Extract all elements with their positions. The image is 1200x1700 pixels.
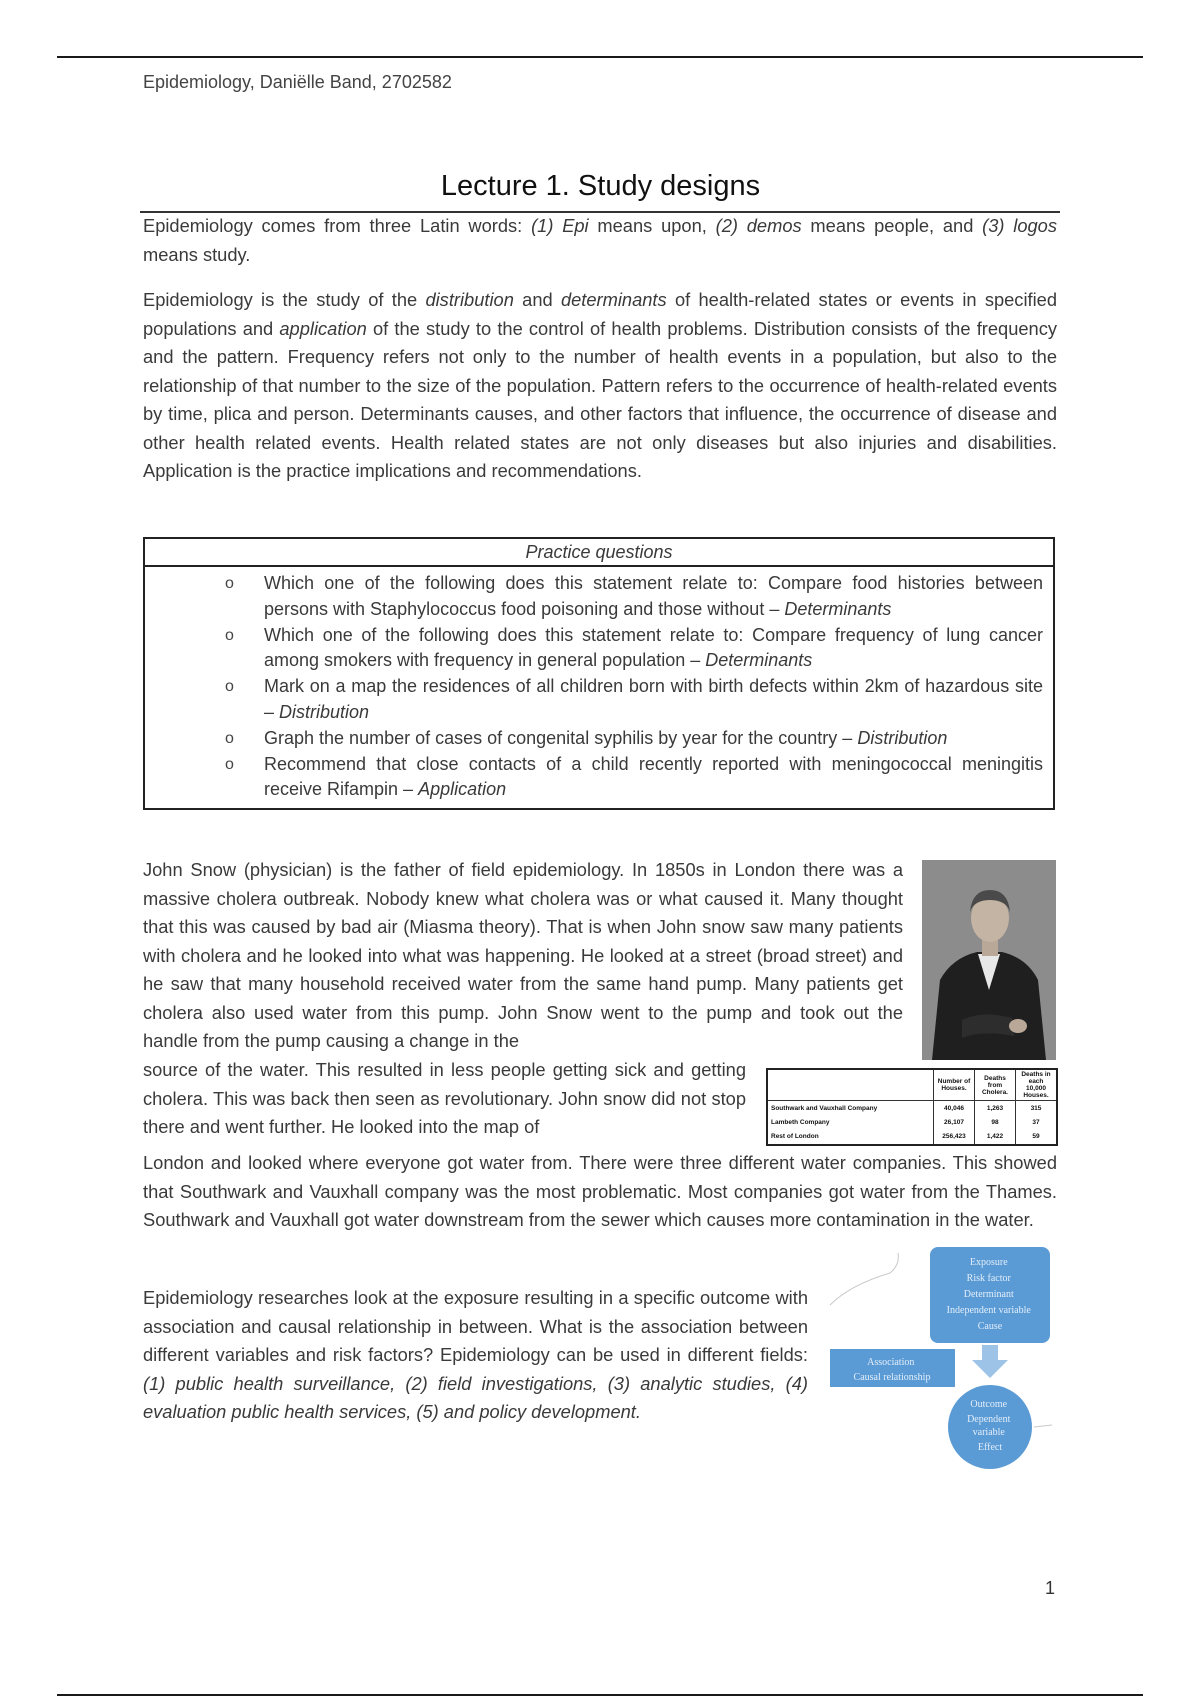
intro-paragraph-2: Epidemiology is the study of the distribution and determinants of health-related states or events in specified populations and application of the study to the control of health problems. Distribution consists of the frequency and the pattern. Frequency refers not only to the number of health events in a population, but also to the relationship of that number to the size of the population. Pattern refers to the occurrence of health-related events by time, plica and person. Determinants causes, and other factors that influence, the occurrence of disease and other health related events. Health related states are not only diseases but also injuries and disabilities. Application is the practice implications and recommendations.	[143, 289, 1057, 481]
column-header: Deaths in each 10,000 Houses.	[1016, 1070, 1057, 1101]
practice-question: o Which one of the following does this statement relate to: Compare frequency of lung cancer among smokers with frequency in general population – Determinants	[225, 624, 1043, 671]
company-name: Lambeth Company	[771, 1119, 830, 1127]
deaths-value: 98	[975, 1116, 1016, 1130]
water-company-table	[766, 1068, 1058, 1146]
portrait-illustration	[922, 860, 1056, 1060]
practice-questions-heading: Practice questions	[145, 539, 1053, 567]
document-header: Epidemiology, Daniëlle Band, 2702582	[143, 72, 452, 92]
company-name: Southwark and Vauxhall Company	[771, 1104, 878, 1112]
table-row	[768, 1116, 1056, 1130]
diagram-graphic	[820, 1245, 1065, 1470]
company-name: Rest of London	[771, 1133, 819, 1141]
deaths-value: 1,422	[975, 1130, 1016, 1144]
rate-value: 315	[1016, 1101, 1057, 1116]
deaths-value: 1,263	[975, 1101, 1016, 1116]
epidemiology-research-paragraph: Epidemiology researches look at the exposure resulting in a specific outcome with association and causal relationship in between. What is the association between different variables and risk factors? Epidemiology can be used in different fields: (1) public health surveillance, (2) field investigations, (3) analytic studies, (4) evaluation public health services, (5) and policy development.	[143, 1287, 808, 1422]
table-corner	[768, 1070, 934, 1101]
outcome-label: Outcome Dependent variable Effect	[967, 1399, 1011, 1453]
circle-bullet-icon: o	[225, 575, 234, 592]
connector-line	[1034, 1425, 1052, 1427]
practice-question: o Mark on a map the residences of all children born with birth defects within 2km of hazardous site – Distribution	[225, 676, 1043, 722]
circle-bullet-icon: o	[225, 678, 234, 696]
table-row	[768, 1101, 1056, 1116]
circle-bullet-icon: o	[225, 729, 234, 747]
page-title: Lecture 1. Study designs	[440, 170, 761, 202]
houses-value: 26,107	[934, 1116, 975, 1130]
practice-question: o Graph the number of cases of congenital syphilis by year for the country – Distribution	[264, 726, 1043, 752]
circle-bullet-icon: o	[225, 626, 234, 644]
exposure-label: Exposure Risk factor Determinant Independent variable Cause	[946, 1257, 1031, 1332]
page-number: 1	[1045, 1578, 1056, 1598]
column-header: Number of Houses.	[934, 1070, 975, 1101]
table-row	[768, 1130, 1056, 1144]
connector-line	[830, 1253, 898, 1305]
practice-question: o Recommend that close contacts of a child recently reported with meningococcal meningitis receive Rifampin – Application	[225, 753, 1043, 800]
practice-questions-list	[145, 567, 1053, 803]
association-label: Association Causal relationship	[853, 1357, 931, 1383]
column-header: Deaths from Cholera.	[975, 1070, 1016, 1101]
rate-value: 37	[1016, 1116, 1057, 1130]
water-company-data	[768, 1070, 1056, 1144]
top-rule	[57, 56, 1143, 58]
rate-value: 59	[1016, 1130, 1057, 1144]
practice-questions-box	[143, 537, 1055, 810]
bottom-rule	[57, 1694, 1143, 1696]
circle-bullet-icon: o	[225, 755, 234, 773]
houses-value: 40,046	[934, 1101, 975, 1116]
exposure-outcome-diagram	[820, 1245, 1065, 1470]
arrow-down-icon	[972, 1345, 1008, 1378]
intro-paragraph-1: Epidemiology comes from three Latin words: (1) Epi means upon, (2) demos means people, and (3) logos means study.	[143, 215, 1057, 265]
john-snow-paragraph-part-1: John Snow (physician) is the father of field epidemiology. In 1850s in London there was a massive cholera outbreak. Nobody knew what cholera was or what caused it. Many thought that this was caused by bad air (Miasma theory). That is when John snow saw many patients with cholera and he looked into what was happening. He looked at a street (broad street) and he saw that many household received water from the same hand pump. Many patients get cholera also used water from this pump. John Snow went to the pump and took out the handle from the pump causing a change in the	[143, 859, 903, 1051]
houses-value: 256,423	[934, 1130, 975, 1144]
john-snow-paragraph-part-3: London and looked where everyone got water from. There were three different water companies. This showed that Southwark and Vauxhall company was the most problematic. Most companies got water from the Thames. Southwark and Vauxhall got water downstream from the sewer which causes more contamination in the water.	[143, 1152, 1057, 1230]
table-header-row	[768, 1070, 1056, 1101]
john-snow-portrait	[922, 860, 1056, 1060]
john-snow-paragraph-part-2: source of the water. This resulted in less people getting sick and getting cholera. This was back then seen as revolutionary. John snow did not stop there and went further. He looked into the map of	[143, 1059, 746, 1137]
practice-question: o Which one of the following does this statement relate to: Compare food histories between persons with Staphylococcus food poisoning and those without – Determinants	[225, 573, 1043, 619]
